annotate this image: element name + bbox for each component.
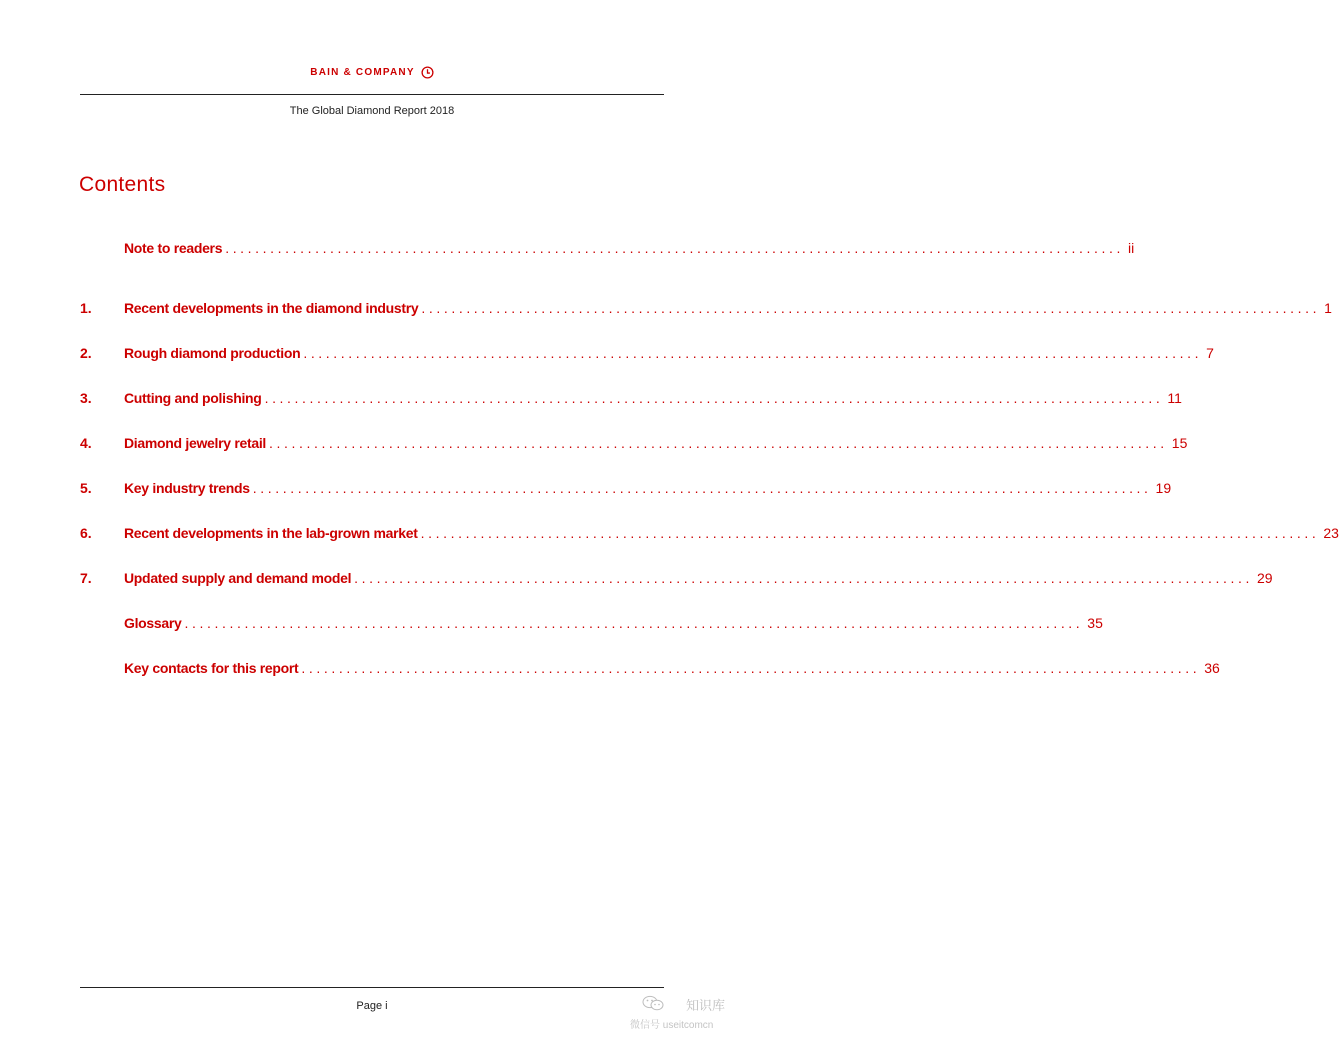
- contents-heading: Contents: [79, 173, 166, 196]
- toc-entry-number: 7.: [80, 570, 92, 586]
- toc-entry[interactable]: [80, 660, 1220, 680]
- toc-entry-page: 35: [1087, 615, 1103, 631]
- watermark-subtitle: 微信号 useitcomcn: [630, 1020, 714, 1031]
- toc-entry-page: 19: [1155, 480, 1172, 496]
- toc-entry-page: 23: [1323, 525, 1339, 541]
- toc-entry[interactable]: [80, 570, 1273, 590]
- toc-dot-leader: ........................................................................................................................: [354, 570, 1253, 586]
- brand-header: [0, 66, 744, 79]
- toc-dot-leader: ........................................................................................................................: [301, 660, 1201, 676]
- toc-entry-title: Recent developments in the lab-grown market: [124, 525, 418, 541]
- toc-entry-title: Cutting and polishing: [124, 390, 262, 406]
- toc-entry-number: 2.: [80, 345, 92, 361]
- toc-dot-leader: ........................................................................................................................: [421, 300, 1321, 316]
- wechat-icon: [642, 995, 664, 1011]
- toc-entry-number: 3.: [80, 390, 92, 406]
- toc-entry-page: 15: [1171, 435, 1188, 451]
- report-title: The Global Diamond Report 2018: [289, 105, 455, 117]
- toc-entry[interactable]: [80, 345, 1214, 365]
- toc-entry[interactable]: [80, 390, 1182, 410]
- toc-entry-page: 7: [1206, 345, 1214, 361]
- toc-dot-leader: ........................................................................................................................: [184, 615, 1084, 631]
- toc-entry-title: Note to readers: [124, 240, 223, 256]
- toc-entry-title: Glossary: [124, 615, 182, 631]
- toc-entry-page: 36: [1204, 660, 1220, 676]
- toc-dot-leader: ........................................................................................................................: [252, 480, 1152, 496]
- toc-entry[interactable]: [80, 480, 1172, 500]
- toc-entry-title: Updated supply and demand model: [124, 570, 352, 586]
- toc-entry-title: Rough diamond production: [124, 345, 301, 361]
- toc-entry-page: 11: [1167, 390, 1182, 406]
- toc-dot-leader: ........................................................................................................................: [420, 525, 1320, 541]
- toc-entry-number: 4.: [80, 435, 92, 451]
- brand-name: BAIN & COMPANY: [310, 67, 415, 78]
- toc-entry[interactable]: [80, 240, 1135, 260]
- page-number: Page i: [356, 1000, 388, 1012]
- toc-dot-leader: ........................................................................................................................: [225, 240, 1124, 256]
- toc-entry-page: 1: [1324, 300, 1332, 316]
- toc-dot-leader: ........................................................................................................................: [303, 345, 1203, 361]
- toc-entry[interactable]: [80, 615, 1103, 635]
- watermark-name: 知识库: [686, 998, 726, 1013]
- footer-rule: [80, 987, 664, 988]
- toc-entry[interactable]: [80, 435, 1188, 455]
- toc-entry-title: Recent developments in the diamond industry: [124, 300, 419, 316]
- toc-entry-page: 29: [1256, 570, 1273, 586]
- header-rule: [80, 94, 664, 95]
- toc-entry-title: Key contacts for this report: [124, 660, 299, 676]
- toc-entry-page: ii: [1127, 240, 1135, 256]
- toc-entry[interactable]: [80, 300, 1332, 320]
- toc-dot-leader: ........................................................................................................................: [264, 390, 1164, 406]
- bain-circle-logo-icon: [421, 66, 434, 79]
- toc-entry-title: Key industry trends: [124, 480, 250, 496]
- toc-entry-number: 1.: [80, 300, 92, 316]
- watermark: [628, 994, 740, 1034]
- toc-entry[interactable]: [80, 525, 1339, 545]
- toc-dot-leader: ........................................................................................................................: [269, 435, 1168, 451]
- toc-entry-number: 6.: [80, 525, 92, 541]
- toc-entry-title: Diamond jewelry retail: [124, 435, 267, 451]
- toc-entry-number: 5.: [80, 480, 92, 496]
